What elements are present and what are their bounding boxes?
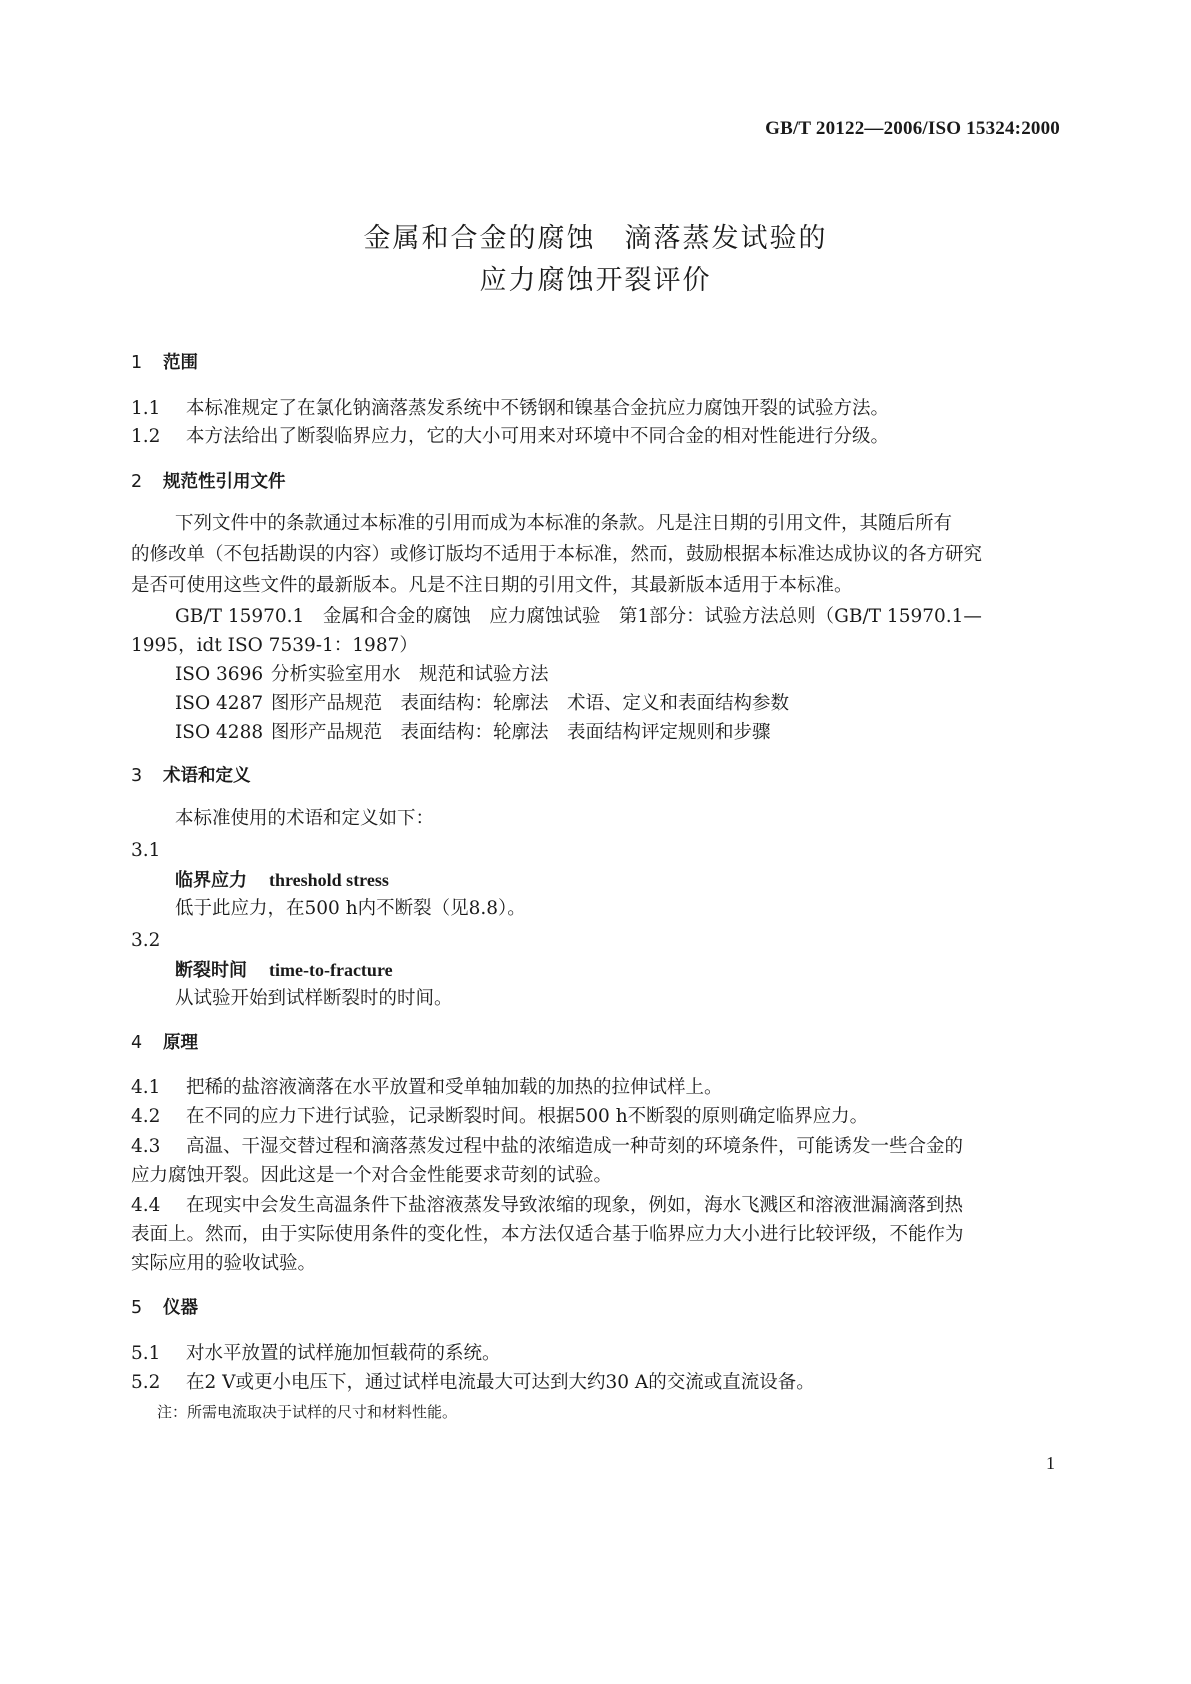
section-heading-1: 1 范围 [131, 353, 198, 373]
clause-4-4-continued: 表面上。然而，由于实际使用条件的变化性，本方法仅适合基于临界应力大小进行比较评级，不能作为 [131, 1224, 964, 1245]
terms-intro: 本标准使用的术语和定义如下： [175, 808, 435, 829]
clause-4-2: 4.2 在不同的应力下进行试验，记录断裂时间。根据500 h不断裂的原则确定临界应力。 [131, 1106, 869, 1127]
section-heading-2: 2 规范性引用文件 [131, 472, 286, 492]
paragraph-line: 的修改单（不包括勘误的内容）或修订版均不适用于本标准，然而，鼓励根据本标准达成协议的各方研究 [131, 544, 983, 565]
page-title-line-2: 应力腐蚀开裂评价 [479, 265, 712, 296]
note: 注：所需电流取决于试样的尺寸和材料性能。 [157, 1403, 458, 1421]
reference-item: ISO 4288 图形产品规范 表面结构：轮廓法 表面结构评定规则和步骤 [175, 722, 771, 743]
reference-item: ISO 4287 图形产品规范 表面结构：轮廓法 术语、定义和表面结构参数 [175, 693, 790, 714]
clause-1-1: 1.1 本标准规定了在氯化钠滴落蒸发系统中不锈钢和镍基合金抗应力腐蚀开裂的试验方法。 [131, 398, 890, 419]
reference-item-continued: 1995，idt ISO 7539-1：1987） [131, 635, 418, 656]
reference-item: GB/T 15970.1 金属和合金的腐蚀 应力腐蚀试验 第1部分：试验方法总则（GB/T 15970.1— [175, 606, 982, 627]
term-definition: 低于此应力，在500 h内不断裂（见8.8）。 [175, 898, 526, 919]
clause-4-4-continued: 实际应用的验收试验。 [131, 1253, 317, 1274]
term-definition: 从试验开始到试样断裂时的时间。 [175, 988, 453, 1009]
page-number: 1 [1046, 1453, 1055, 1473]
clause-5-1: 5.1 对水平放置的试样施加恒载荷的系统。 [131, 1343, 501, 1364]
section-heading-4: 4 原理 [131, 1033, 198, 1053]
clause-4-4: 4.4 在现实中会发生高温条件下盐溶液蒸发导致浓缩的现象，例如，海水飞溅区和溶液泄漏滴落到热 [131, 1195, 964, 1216]
paragraph-line: 是否可使用这些文件的最新版本。凡是不注日期的引用文件，其最新版本适用于本标准。 [131, 575, 853, 596]
clause-5-2: 5.2 在2 V或更小电压下，通过试样电流最大可达到大约30 A的交流或直流设备。 [131, 1372, 815, 1393]
paragraph-line: 下列文件中的条款通过本标准的引用而成为本标准的条款。凡是注日期的引用文件，其随后所有 [175, 513, 953, 534]
section-heading-3: 3 术语和定义 [131, 766, 251, 786]
clause-4-1: 4.1 把稀的盐溶液滴落在水平放置和受单轴加载的加热的拉伸试样上。 [131, 1077, 723, 1098]
term-name: 临界应力 threshold stress [175, 870, 389, 891]
reference-item: ISO 3696 分析实验室用水 规范和试验方法 [175, 664, 549, 685]
term-name: 断裂时间 time-to-fracture [175, 960, 393, 981]
standard-number-header: GB/T 20122—2006/ISO 15324:2000 [765, 118, 1060, 139]
section-heading-5: 5 仪器 [131, 1298, 198, 1318]
clause-4-3-continued: 应力腐蚀开裂。因此这是一个对合金性能要求苛刻的试验。 [131, 1165, 613, 1186]
term-number: 3.1 [131, 840, 161, 861]
clause-4-3: 4.3 高温、干湿交替过程和滴落蒸发过程中盐的浓缩造成一种苛刻的环境条件，可能诱发一些合金的 [131, 1136, 964, 1157]
page-title-line-1: 金属和合金的腐蚀 滴落蒸发试验的 [363, 223, 828, 254]
term-number: 3.2 [131, 930, 161, 951]
clause-1-2: 1.2 本方法给出了断裂临界应力，它的大小可用来对环境中不同合金的相对性能进行分级。 [131, 426, 890, 447]
